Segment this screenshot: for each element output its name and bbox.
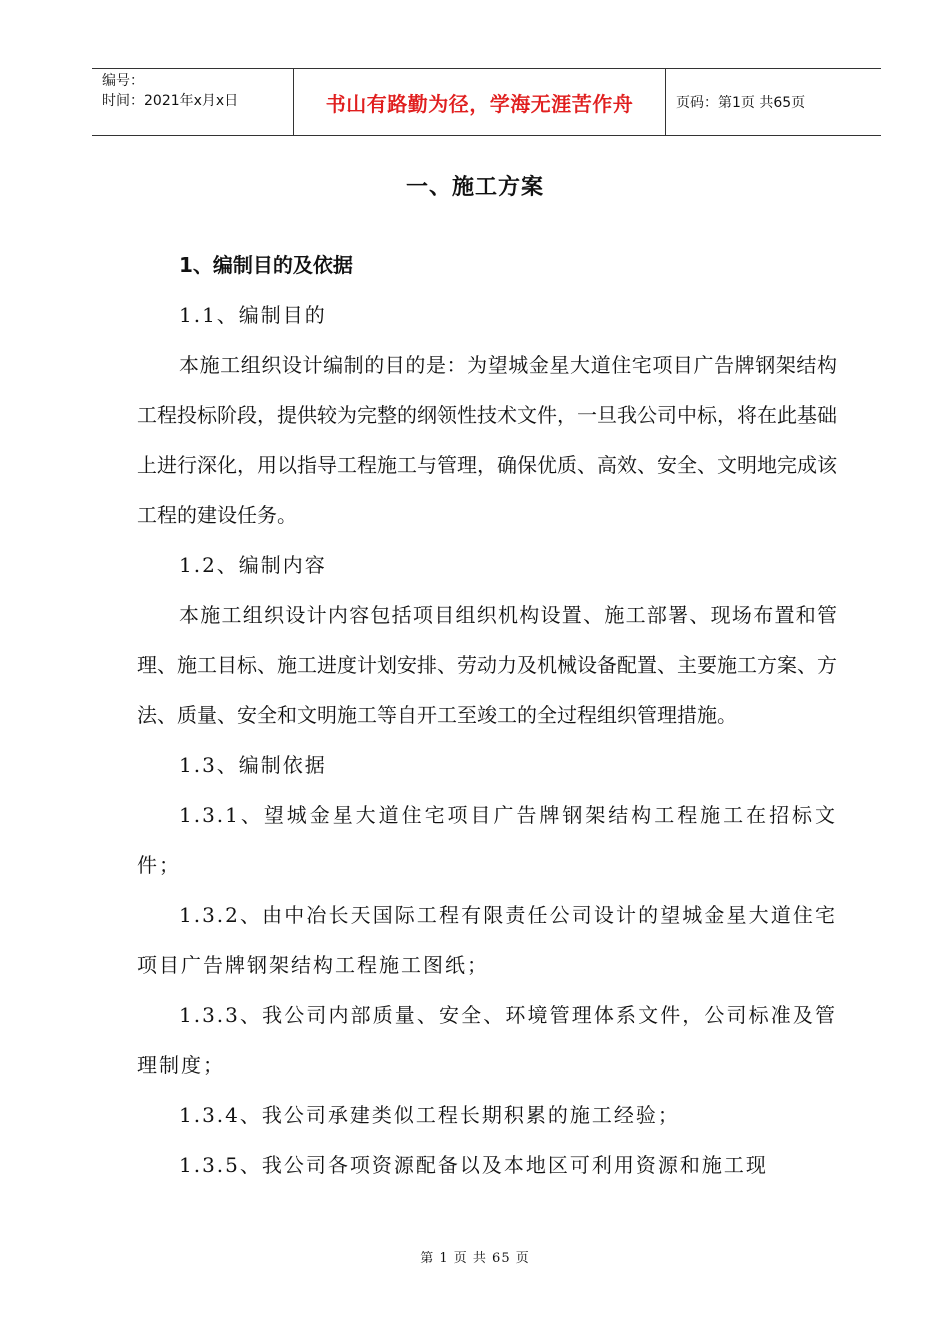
document-title: 一、施工方案 — [405, 175, 544, 200]
subsection-heading: 1.2、编制内容 — [179, 553, 327, 577]
body-paragraph: 本施工组织设计内容包括项目组织机构设置、施工部署、现场布置和管理、施工目标、施工进度计划安排、劳动力及机械设备配置、主要施工方案、方法、质量、安全和文明施工等自开工至竣工的全过程组织管理措施。 — [137, 603, 837, 727]
subsection-heading: 1.3、编制依据 — [179, 753, 327, 777]
page-header — [92, 68, 881, 136]
section-heading: 1、编制目的及依据 — [179, 253, 353, 277]
header-motto: 书山有路勤为径，学海无涯苦作舟 — [293, 69, 666, 135]
body-paragraph: 本施工组织设计编制的目的是：为望城金星大道住宅项目广告牌钢架结构工程投标阶段，提供较为完整的纲领性技术文件，一旦我公司中标，将在此基础上进行深化，用以指导工程施工与管理，确保优质、高效、安全、文明地完成该工程的建设任务。 — [137, 353, 837, 527]
list-item: 1.3.1、望城金星大道住宅项目广告牌钢架结构工程施工在招标文件； — [137, 803, 837, 877]
time-label: 时间：2021年x月x日 — [102, 93, 239, 109]
list-item: 1.3.2、由中冶长天国际工程有限责任公司设计的望城金星大道住宅项目广告牌钢架结构工程施工图纸； — [137, 903, 837, 977]
subsection-heading: 1.1、编制目的 — [179, 303, 327, 327]
header-page-info: 页码：第1页 共65页 — [676, 95, 806, 111]
list-item: 1.3.3、我公司内部质量、安全、环境管理体系文件，公司标准及管理制度； — [137, 1003, 837, 1077]
document-body — [137, 240, 837, 1190]
header-meta — [92, 69, 293, 135]
list-item: 1.3.4、我公司承建类似工程长期积累的施工经验； — [179, 1103, 680, 1127]
list-item: 1.3.5、我公司各项资源配备以及本地区可利用资源和施工现 — [179, 1153, 768, 1177]
code-label: 编号： — [102, 73, 144, 89]
page-footer: 第 1 页 共 65 页 — [420, 1251, 530, 1266]
